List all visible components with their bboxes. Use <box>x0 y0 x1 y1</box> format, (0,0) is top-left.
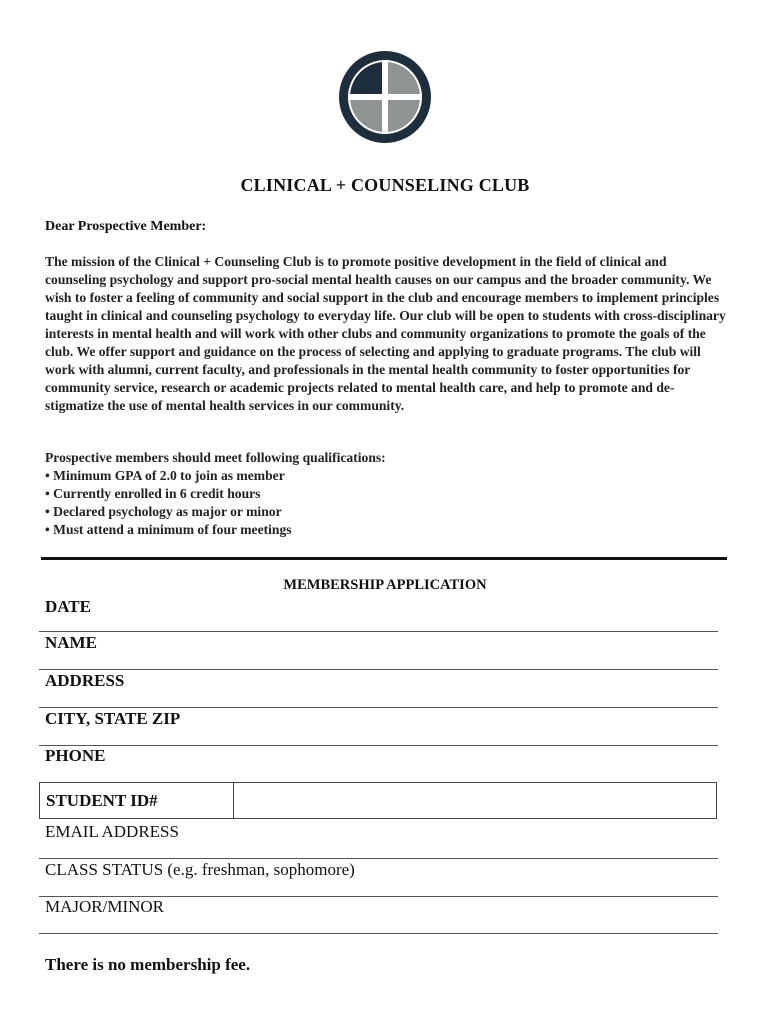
application-heading: MEMBERSHIP APPLICATION <box>283 577 487 593</box>
phone-label: PHONE <box>45 746 106 765</box>
qualification-item: • Minimum GPA of 2.0 to join as member <box>45 467 730 485</box>
section-divider <box>41 557 727 560</box>
salutation: Dear Prospective Member: <box>45 219 207 234</box>
student-id-label: STUDENT ID# <box>46 791 158 810</box>
city-state-zip-field-line[interactable] <box>39 745 718 746</box>
date-label: DATE <box>45 597 91 616</box>
club-logo <box>338 50 432 144</box>
qualifications-intro: Prospective members should meet following qualifications: <box>45 450 386 465</box>
qualifications-section <box>45 449 730 539</box>
mission-paragraph: The mission of the Clinical + Counseling Club is to promote positive development in the field of clinical and counseling psychology and support pro-social mental health causes on our campus and the broader community. We wish to foster a feeling of community and social support in the club and encourage members to implement principles taught in clinical and counseling psychology to everyday life. Our club will be open to students with cross-disciplinary interests in mental health and will work with other clubs and community organizations to promote the goals of the club. We offer support and guidance on the process of selecting and applying to graduate programs. The club will work with alumni, current faculty, and professionals in the mental health community to foster opportunities for community service, research or academic projects related to mental health care, and help to promote and de-stigmatize the use of mental health services in our community. <box>45 254 726 413</box>
name-field-line[interactable] <box>39 669 718 670</box>
qualification-item: • Declared psychology as major or minor <box>45 503 730 521</box>
membership-fee-note: There is no membership fee. <box>45 955 251 974</box>
qualification-item: • Currently enrolled in 6 credit hours <box>45 485 730 503</box>
address-field-line[interactable] <box>39 707 718 708</box>
name-label: NAME <box>45 633 97 652</box>
address-label: ADDRESS <box>45 671 125 690</box>
student-id-input-area[interactable] <box>234 783 716 818</box>
major-minor-label: MAJOR/MINOR <box>45 897 165 916</box>
qualification-item: • Must attend a minimum of four meetings <box>45 521 730 539</box>
date-field-line[interactable] <box>39 631 718 632</box>
major-minor-field-line[interactable] <box>39 933 718 934</box>
email-field-line[interactable] <box>39 858 718 859</box>
class-status-label: CLASS STATUS (e.g. freshman, sophomore) <box>45 860 355 879</box>
qualifications-list <box>45 467 730 539</box>
document-title: CLINICAL + COUNSELING CLUB <box>240 175 530 195</box>
email-label: EMAIL ADDRESS <box>45 822 179 841</box>
city-state-zip-label: CITY, STATE ZIP <box>45 709 181 728</box>
